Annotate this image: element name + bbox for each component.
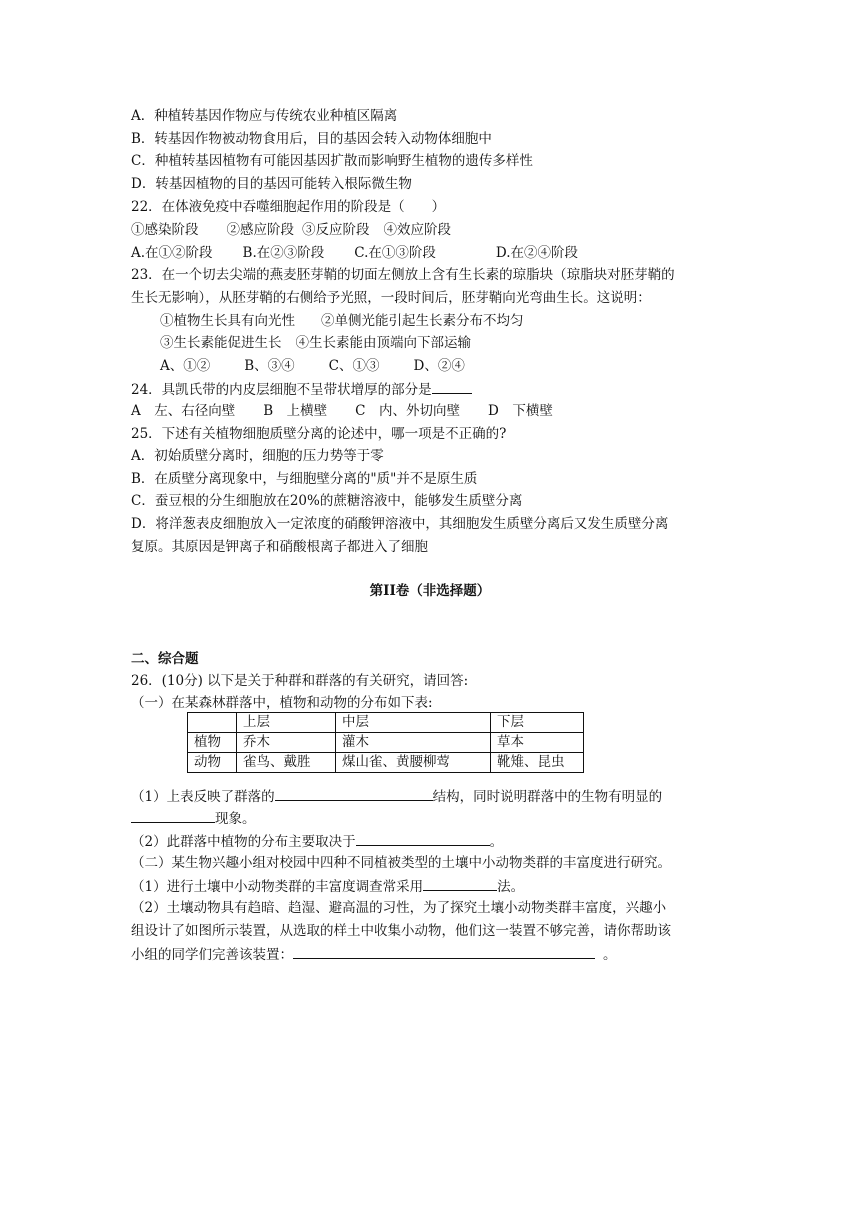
q24-option-c: C 内、外切向壁 xyxy=(355,403,461,419)
q23-options xyxy=(160,357,465,375)
q23-option-a: A、①② xyxy=(160,358,211,374)
q24-answer-blank xyxy=(432,379,472,394)
q26-s1-q1-text-b: 结构，同时说明群落中的生物有明显的 xyxy=(432,789,663,805)
q22-option-a: A.在①②阶段 xyxy=(131,245,213,261)
q25-option-a: A．初始质壁分离时，细胞的压力势等于零 xyxy=(131,448,384,464)
table-cell: 雀鸟、戴胜 xyxy=(237,753,336,773)
q23-option-b: B、③④ xyxy=(244,358,295,374)
q25-option-b: B．在质壁分离现象中，与细胞壁分离的"质"并不是原生质 xyxy=(131,471,478,487)
table-cell: 动物 xyxy=(188,753,237,773)
q26-s1-q2-text-b: 。 xyxy=(489,834,504,850)
table-header-row xyxy=(188,713,584,733)
table-cell: 煤山雀、黄腰柳莺 xyxy=(336,753,491,773)
q22-stage-4: ④效应阶段 xyxy=(383,222,451,238)
q22-option-d: D.在②④阶段 xyxy=(495,245,579,261)
q23-statements-1 xyxy=(160,312,524,330)
q26-s2-q1 xyxy=(131,876,524,894)
q21-option-a: A．种植转基因作物应与传统农业种植区隔离 xyxy=(131,108,398,124)
q26-s1-q2 xyxy=(131,831,503,849)
q26-s1-q2-text-a: （2）此群落中植物的分布主要取决于 xyxy=(131,834,356,850)
q23-statement-3: ③生长素能促进生长 xyxy=(160,335,282,351)
q26-sub2-intro: （二）某生物兴趣小组对校园中四种不同植被类型的土壤中小动物类群的丰富度进行研究。 xyxy=(131,855,671,871)
q25-stem: 25．下述有关植物细胞质壁分离的论述中，哪一项是不正确的? xyxy=(131,426,507,442)
table-row xyxy=(188,753,584,773)
q22-stage-1: ①感染阶段 xyxy=(131,222,199,238)
table-cell: 灌木 xyxy=(336,733,491,753)
table-header-cell xyxy=(188,713,237,733)
distribution-table xyxy=(187,712,584,773)
q23-statements-2 xyxy=(160,334,471,352)
table-cell: 草本 xyxy=(491,733,584,753)
table-header-cell: 上层 xyxy=(237,713,336,733)
q24-option-a: A 左、右径向壁 xyxy=(131,403,236,419)
table-header-cell: 中层 xyxy=(336,713,491,733)
table-cell: 靴雉、昆虫 xyxy=(491,753,584,773)
q25-option-d-line1: D．将洋葱表皮细胞放入一定浓度的硝酸钾溶液中，其细胞发生质壁分离后又发生质壁分离 xyxy=(131,516,669,532)
part2-title: 第II卷（非选择题） xyxy=(369,583,491,599)
q23-stem-line1: 23．在一个切去尖端的燕麦胚芽鞘的切面左侧放上含有生长素的琼脂块（琼脂块对胚芽鞘的 xyxy=(131,267,675,283)
q21-option-d: D．转基因植物的目的基因可能转入根际微生物 xyxy=(131,176,412,192)
q22-stages xyxy=(131,221,451,239)
q22-stem: 22．在体液免疫中吞噬细胞起作用的阶段是（ ） xyxy=(131,199,446,215)
q26-s2-q1-text-b: 法。 xyxy=(497,879,525,895)
structure-blank xyxy=(275,786,433,801)
section-heading: 二、综合题 xyxy=(131,651,199,667)
phenomenon-blank xyxy=(131,808,215,823)
factor-blank xyxy=(356,831,490,846)
q22-stage-2: ②感应阶段 xyxy=(226,222,294,238)
q26-sub1-intro: （一）在某森林群落中，植物和动物的分布如下表: xyxy=(131,695,433,711)
q23-option-c: C、①③ xyxy=(328,358,380,374)
q26-s1-q1-line2 xyxy=(131,808,256,826)
improvement-blank xyxy=(293,944,595,959)
q26-s2-q1-text-a: （1）进行土壤中小动物类群的丰富度调查常采用 xyxy=(131,879,424,895)
q21-option-c: C．种植转基因植物有可能因基因扩散而影响野生植物的遗传多样性 xyxy=(131,153,533,169)
q25-option-d-line2: 复原。其原因是钾离子和硝酸根离子都进入了细胞 xyxy=(131,539,428,555)
q23-option-d: D、②④ xyxy=(413,358,465,374)
q23-statement-4: ④生长素能由顶端向下部运输 xyxy=(295,335,471,351)
table-cell: 乔木 xyxy=(237,733,336,753)
table-header-cell: 下层 xyxy=(491,713,584,733)
q21-option-b: B．转基因作物被动物食用后，目的基因会转入动物体细胞中 xyxy=(131,131,492,147)
q23-stem-line2: 生长无影响），从胚芽鞘的右侧给予光照，一段时间后，胚芽鞘向光弯曲生长。这说明： xyxy=(131,290,651,306)
q26-s2-q2-line3 xyxy=(131,944,617,962)
q22-stage-3: ③反应阶段 xyxy=(302,222,370,238)
q26-s2-q2-text-a: 小组的同学们完善该装置： xyxy=(131,947,293,963)
q26-stem: 26．(10分) 以下是关于种群和群落的有关研究，请回答: xyxy=(131,673,469,689)
method-blank xyxy=(423,876,497,891)
q22-option-b: B.在②③阶段 xyxy=(242,245,325,261)
q24-options xyxy=(131,402,553,420)
q26-s1-q1-text-c: 现象。 xyxy=(215,811,256,827)
q26-s2-q2-line2: 组设计了如图所示装置，从选取的样土中收集小动物，他们这一装置不够完善，请你帮助该 xyxy=(131,923,671,939)
table-cell: 植物 xyxy=(188,733,237,753)
q24-stem xyxy=(131,379,472,397)
q26-s2-q2-text-b: 。 xyxy=(603,947,617,963)
q22-option-c: C.在①③阶段 xyxy=(354,245,436,261)
q23-statement-2: ②单侧光能引起生长素分布不均匀 xyxy=(321,313,524,329)
q25-option-c: C．蚕豆根的分生细胞放在20%的蔗糖溶液中，能够发生质壁分离 xyxy=(131,493,523,509)
table-row xyxy=(188,733,584,753)
q23-statement-1: ①植物生长具有向光性 xyxy=(160,313,295,329)
q26-s1-q1-line1 xyxy=(131,786,662,804)
q24-option-d: D 下横壁 xyxy=(488,403,553,419)
q24-option-b: B 上横壁 xyxy=(263,403,328,419)
q24-stem-text: 24．具凯氏带的内皮层细胞不呈带状增厚的部分是 xyxy=(131,382,432,398)
q22-options xyxy=(131,244,578,262)
q26-s1-q1-text-a: （1）上表反映了群落的 xyxy=(131,789,275,805)
q26-s2-q2-line1: （2）土壤动物具有趋暗、趋湿、避高温的习性，为了探究土壤小动物类群丰富度，兴趣小 xyxy=(131,900,667,916)
